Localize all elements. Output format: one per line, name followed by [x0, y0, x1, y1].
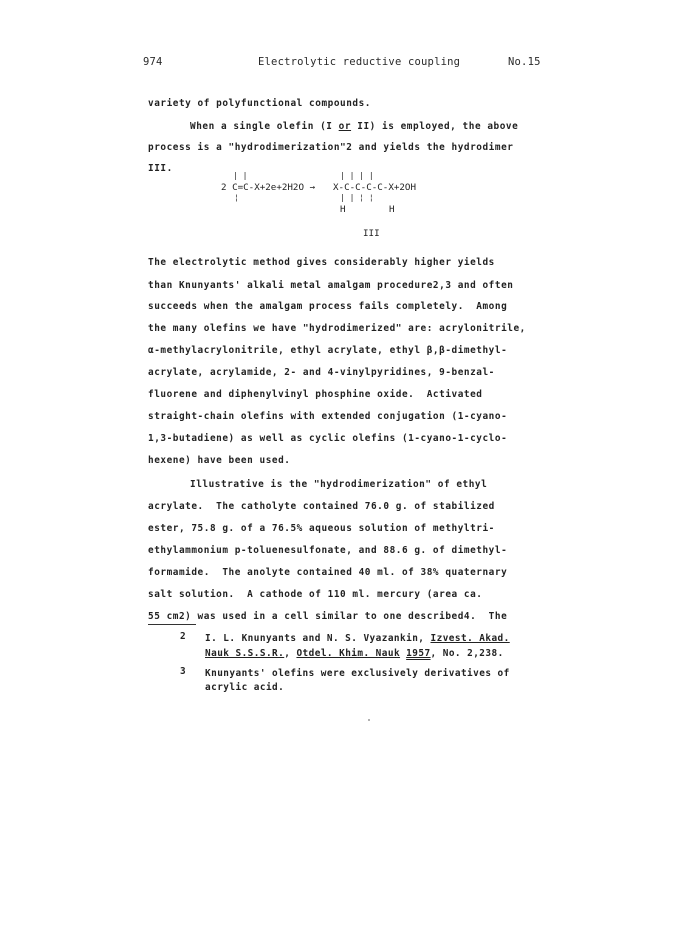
- body-line: variety of polyfunctional compounds.: [148, 98, 371, 109]
- body-line: the many olefins we have "hydrodimerized" are: acrylonitrile,: [148, 323, 526, 334]
- year: 1957: [406, 648, 431, 659]
- hydrogen-label: H: [389, 204, 395, 215]
- emphasis-or: or: [338, 121, 352, 132]
- footnote-line: Knunyants' olefins were exclusively derivatives of: [205, 668, 510, 679]
- body-line: The electrolytic method gives considerably higher yields: [148, 257, 495, 268]
- body-line: ester, 75.8 g. of a 76.5% aqueous solution of methyltri-: [148, 523, 495, 534]
- bond-marks: | |: [233, 171, 248, 180]
- body-line: 55 cm2) was used in a cell similar to one described4. The: [148, 611, 508, 622]
- body-line: α-methylacrylonitrile, ethyl acrylate, ethyl β,β-dimethyl-: [148, 345, 508, 356]
- text-run: I. L. Knunyants and N. S. Vyazankin,: [205, 633, 431, 644]
- equation-label: III: [363, 228, 380, 239]
- equation-rhs: X-C-C-C-C-X+2OH: [333, 182, 416, 193]
- text-run: When a single olefin (I: [190, 121, 339, 132]
- body-line: process is a "hydrodimerization"2 and yields the hydrodimer: [148, 142, 514, 153]
- scan-speck: [368, 719, 370, 721]
- journal-title: Nauk S.S.S.R.: [205, 648, 285, 659]
- hydrogen-label: H: [340, 204, 346, 215]
- bond-marks: | | ¦ ¦: [340, 193, 374, 202]
- body-line: acrylate. The catholyte contained 76.0 g. of stabilized: [148, 501, 495, 512]
- page-number: 974: [143, 56, 163, 68]
- running-title: Electrolytic reductive coupling: [258, 56, 461, 68]
- body-line: straight-chain olefins with extended conjugation (1-cyano-: [148, 411, 508, 422]
- body-line: formamide. The anolyte contained 40 ml. of 38% quaternary: [148, 567, 508, 578]
- text-run: II) is employed, the above: [351, 121, 519, 132]
- journal-title: Izvest. Akad.: [430, 633, 510, 644]
- text-run: ,: [284, 648, 297, 659]
- body-line: III.: [148, 163, 173, 174]
- text-run: , No. 2,238.: [430, 648, 504, 659]
- footnote-line: [205, 633, 510, 644]
- body-line: [190, 121, 518, 132]
- body-line: succeeds when the amalgam process fails completely. Among: [148, 301, 508, 312]
- footnote-rule: [148, 624, 196, 625]
- issue-number: No.15: [508, 56, 541, 68]
- footnote-number: 3: [180, 666, 187, 677]
- footnote-line: [205, 648, 504, 659]
- footnote-line: acrylic acid.: [205, 682, 285, 693]
- footnote-number: 2: [180, 631, 187, 642]
- equation-lhs: 2 C=C-X+2e+2H2O →: [221, 182, 316, 193]
- body-line: salt solution. A cathode of 110 ml. mercury (area ca.: [148, 589, 483, 600]
- body-line: fluorene and diphenylvinyl phosphine oxide. Activated: [148, 389, 483, 400]
- bond-marks: | | | |: [340, 171, 374, 180]
- body-line: hexene) have been used.: [148, 455, 291, 466]
- bond-marks: ¦: [234, 193, 239, 202]
- body-line: 1,3-butadiene) as well as cyclic olefins (1-cyano-1-cyclo-: [148, 433, 508, 444]
- body-line: acrylate, acrylamide, 2- and 4-vinylpyridines, 9-benzal-: [148, 367, 495, 378]
- body-line: ethylammonium p-toluenesulfonate, and 88.6 g. of dimethyl-: [148, 545, 508, 556]
- journal-title: Otdel. Khim. Nauk: [296, 648, 401, 659]
- body-line: than Knunyants' alkali metal amalgam procedure2,3 and often: [148, 280, 514, 291]
- body-line: Illustrative is the "hydrodimerization" of ethyl: [190, 479, 488, 490]
